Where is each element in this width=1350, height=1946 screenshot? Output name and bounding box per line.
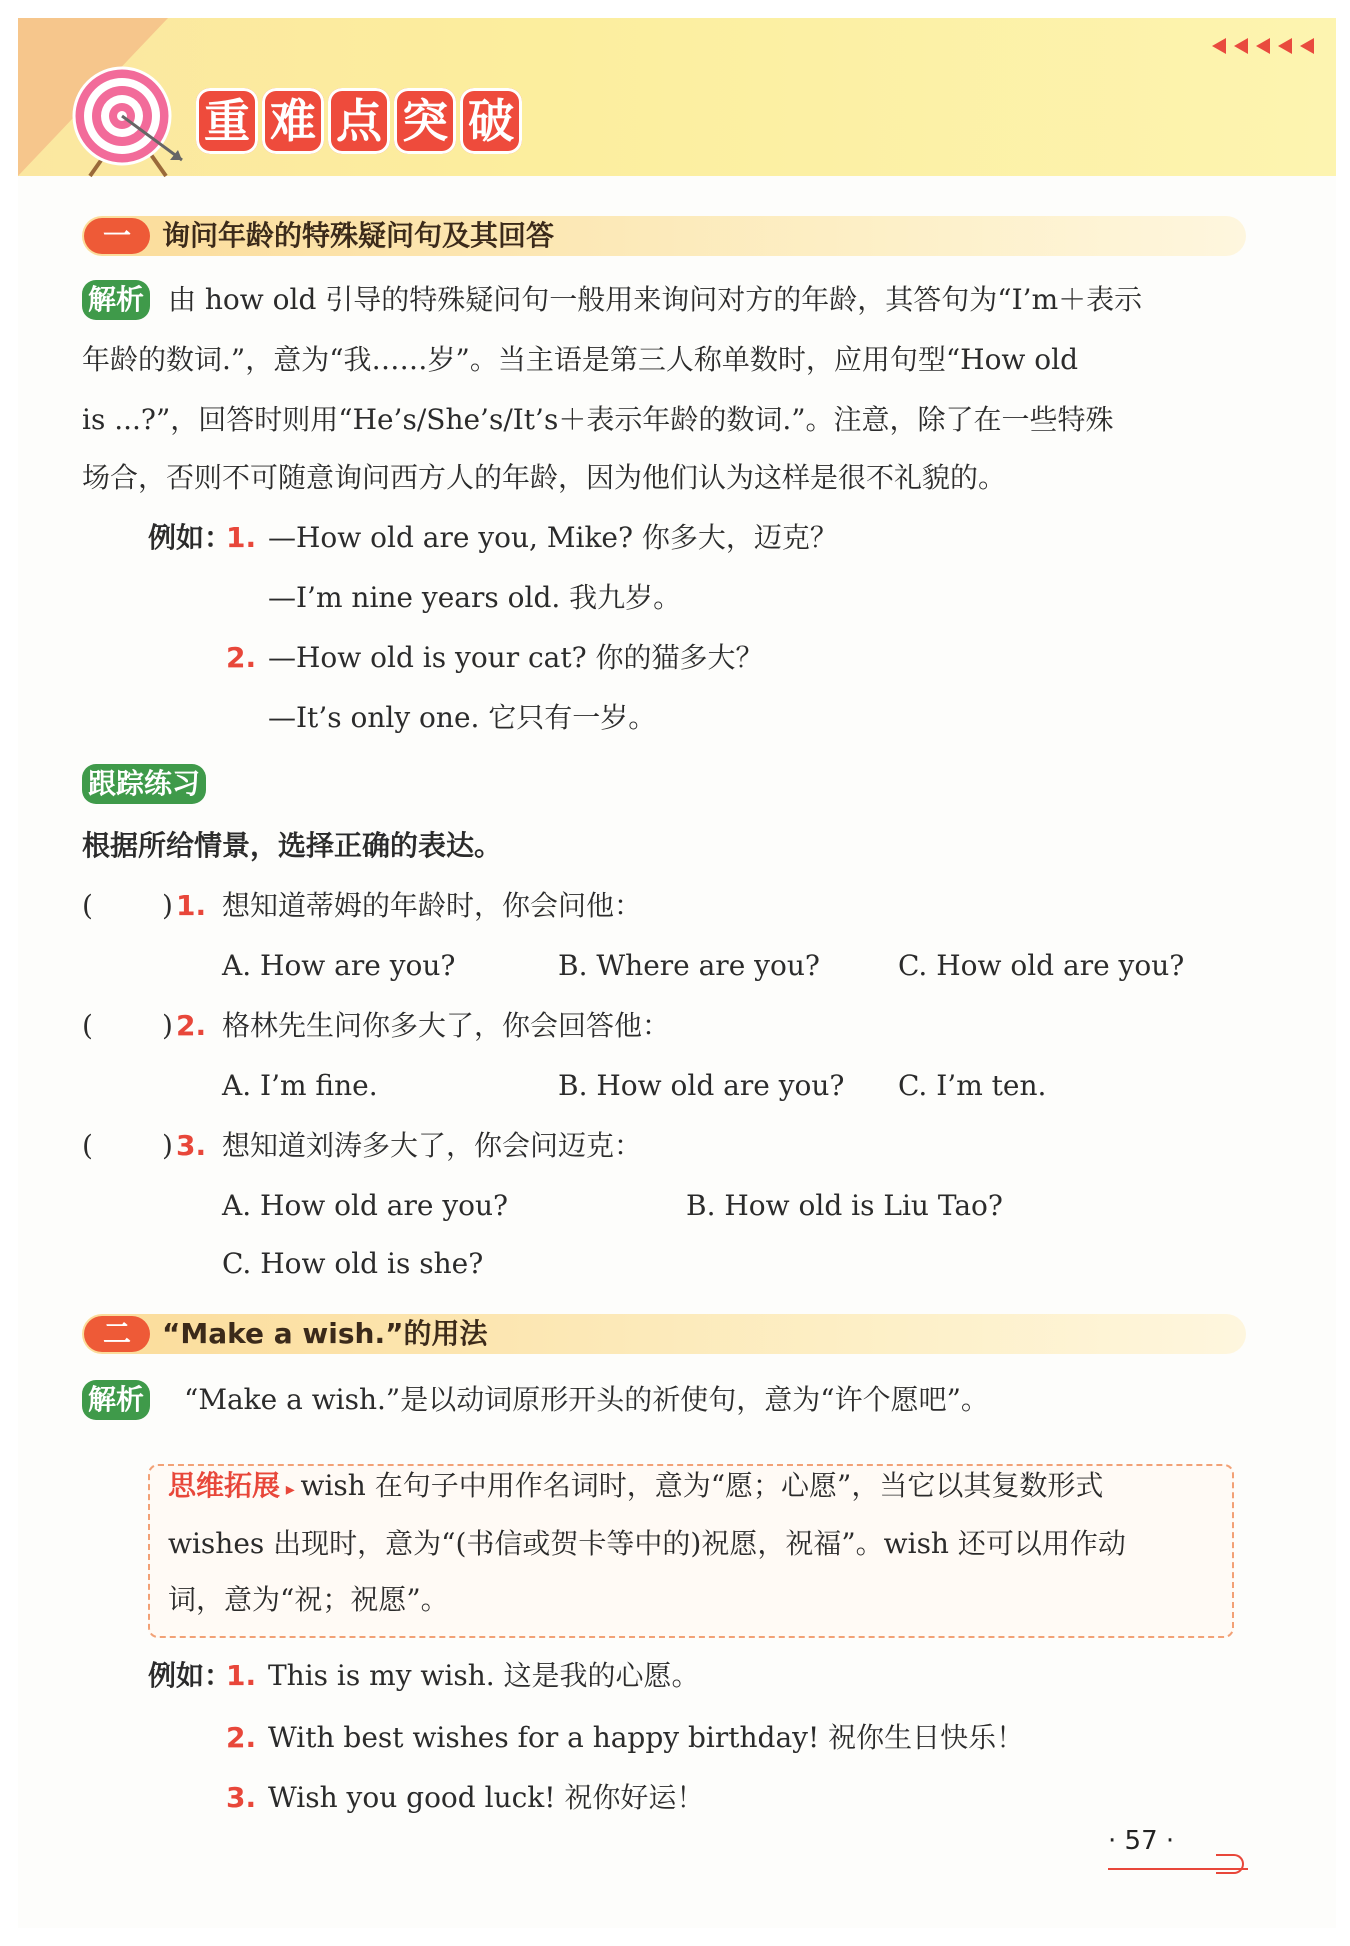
practice-instruction: 根据所给情景，选择正确的表达。 bbox=[82, 829, 503, 862]
answer-paren-close[interactable]: ) bbox=[162, 1129, 173, 1162]
title-char: 重 bbox=[196, 88, 258, 154]
section-number: 一 bbox=[84, 218, 150, 254]
arrow-decoration-icon bbox=[1212, 38, 1314, 54]
example-text: Wish you good luck! 祝你好运！ bbox=[268, 1781, 705, 1814]
example-label: 例如： bbox=[148, 1659, 233, 1692]
example-number: 1. bbox=[226, 521, 257, 554]
example-number: 2. bbox=[226, 1721, 257, 1754]
title-char: 突 bbox=[394, 88, 456, 154]
example-answer: —It’s only one. 它只有一岁。 bbox=[268, 701, 657, 734]
option-c[interactable]: C. How old is she? bbox=[222, 1247, 484, 1280]
answer-paren-open: ( bbox=[82, 889, 93, 922]
analysis-line: 场合，否则不可随意询问西方人的年龄，因为他们认为这样是很不礼貌的。 bbox=[82, 461, 1007, 494]
answer-paren-open: ( bbox=[82, 1129, 93, 1162]
title-char: 破 bbox=[460, 88, 522, 154]
example-number: 2. bbox=[226, 641, 257, 674]
target-icon bbox=[70, 64, 186, 180]
example-question: —How old is your cat? 你的猫多大？ bbox=[268, 641, 764, 674]
page-number: · 57 · bbox=[1108, 1826, 1175, 1856]
page bbox=[18, 18, 1336, 1928]
analysis-line: 由 how old 引导的特殊疑问句一般用来询问对方的年龄，其答句为“I’m＋表示 bbox=[168, 283, 1143, 316]
option-b[interactable]: B. Where are you? bbox=[558, 949, 820, 982]
section-2-header bbox=[82, 1314, 1246, 1354]
option-a[interactable]: A. I’m fine. bbox=[222, 1069, 378, 1102]
option-c[interactable]: C. How old are you? bbox=[898, 949, 1185, 982]
section-title: “Make a wish.”的用法 bbox=[162, 1317, 488, 1350]
option-b[interactable]: B. How old are you? bbox=[558, 1069, 845, 1102]
example-number: 1. bbox=[226, 1659, 257, 1692]
section-number: 二 bbox=[84, 1316, 150, 1352]
section-title: 询问年龄的特殊疑问句及其回答 bbox=[162, 219, 555, 252]
option-a[interactable]: A. How old are you? bbox=[222, 1189, 509, 1222]
tip-line: 词，意为“祝；祝愿”。 bbox=[168, 1583, 449, 1616]
answer-paren-close[interactable]: ) bbox=[162, 1009, 173, 1042]
page-title bbox=[196, 88, 522, 154]
option-a[interactable]: A. How are you? bbox=[222, 949, 456, 982]
tip-label: 思维拓展 bbox=[168, 1469, 281, 1502]
example-question: —How old are you, Mike? 你多大，迈克？ bbox=[268, 521, 838, 554]
analysis-tag: 解析 bbox=[82, 280, 150, 320]
section-1-header bbox=[82, 216, 1246, 256]
analysis-text: “Make a wish.”是以动词原形开头的祈使句，意为“许个愿吧”。 bbox=[184, 1383, 989, 1416]
analysis-tag: 解析 bbox=[82, 1380, 150, 1420]
tip-line: wishes 出现时，意为“(书信或贺卡等中的)祝愿，祝福”。wish 还可以用作动 bbox=[168, 1527, 1126, 1560]
triangle-icon: ▸ bbox=[280, 1479, 301, 1500]
tip-text: wish 在句子中用作名词时，意为“愿；心愿”，当它以其复数形式 bbox=[300, 1469, 1104, 1502]
example-label: 例如： bbox=[148, 521, 233, 554]
option-c[interactable]: C. I’m ten. bbox=[898, 1069, 1047, 1102]
question-number: 3. bbox=[176, 1129, 207, 1162]
practice-tag: 跟踪练习 bbox=[82, 764, 206, 804]
page-hook-icon bbox=[1216, 1854, 1244, 1874]
example-answer: —I’m nine years old. 我九岁。 bbox=[268, 581, 682, 614]
tip-line bbox=[168, 1466, 1103, 1510]
question-number: 2. bbox=[176, 1009, 207, 1042]
question-stem: 想知道刘涛多大了，你会问迈克： bbox=[222, 1129, 643, 1162]
analysis-line: is ...?”，回答时则用“He’s/She’s/It’s＋表示年龄的数词.”。注意，除了在一些特殊 bbox=[82, 403, 1114, 436]
analysis-line: 年龄的数词.”，意为“我……岁”。当主语是第三人称单数时，应用句型“How old bbox=[82, 343, 1079, 376]
example-text: This is my wish. 这是我的心愿。 bbox=[268, 1659, 700, 1692]
answer-paren-open: ( bbox=[82, 1009, 93, 1042]
question-stem: 格林先生问你多大了，你会回答他： bbox=[222, 1009, 671, 1042]
title-char: 点 bbox=[328, 88, 390, 154]
title-char: 难 bbox=[262, 88, 324, 154]
answer-paren-close[interactable]: ) bbox=[162, 889, 173, 922]
example-text: With best wishes for a happy birthday! 祝你生日快乐！ bbox=[268, 1721, 1025, 1754]
option-b[interactable]: B. How old is Liu Tao? bbox=[686, 1189, 1003, 1222]
question-stem: 想知道蒂姆的年龄时，你会问他： bbox=[222, 889, 643, 922]
question-number: 1. bbox=[176, 889, 207, 922]
example-number: 3. bbox=[226, 1781, 257, 1814]
